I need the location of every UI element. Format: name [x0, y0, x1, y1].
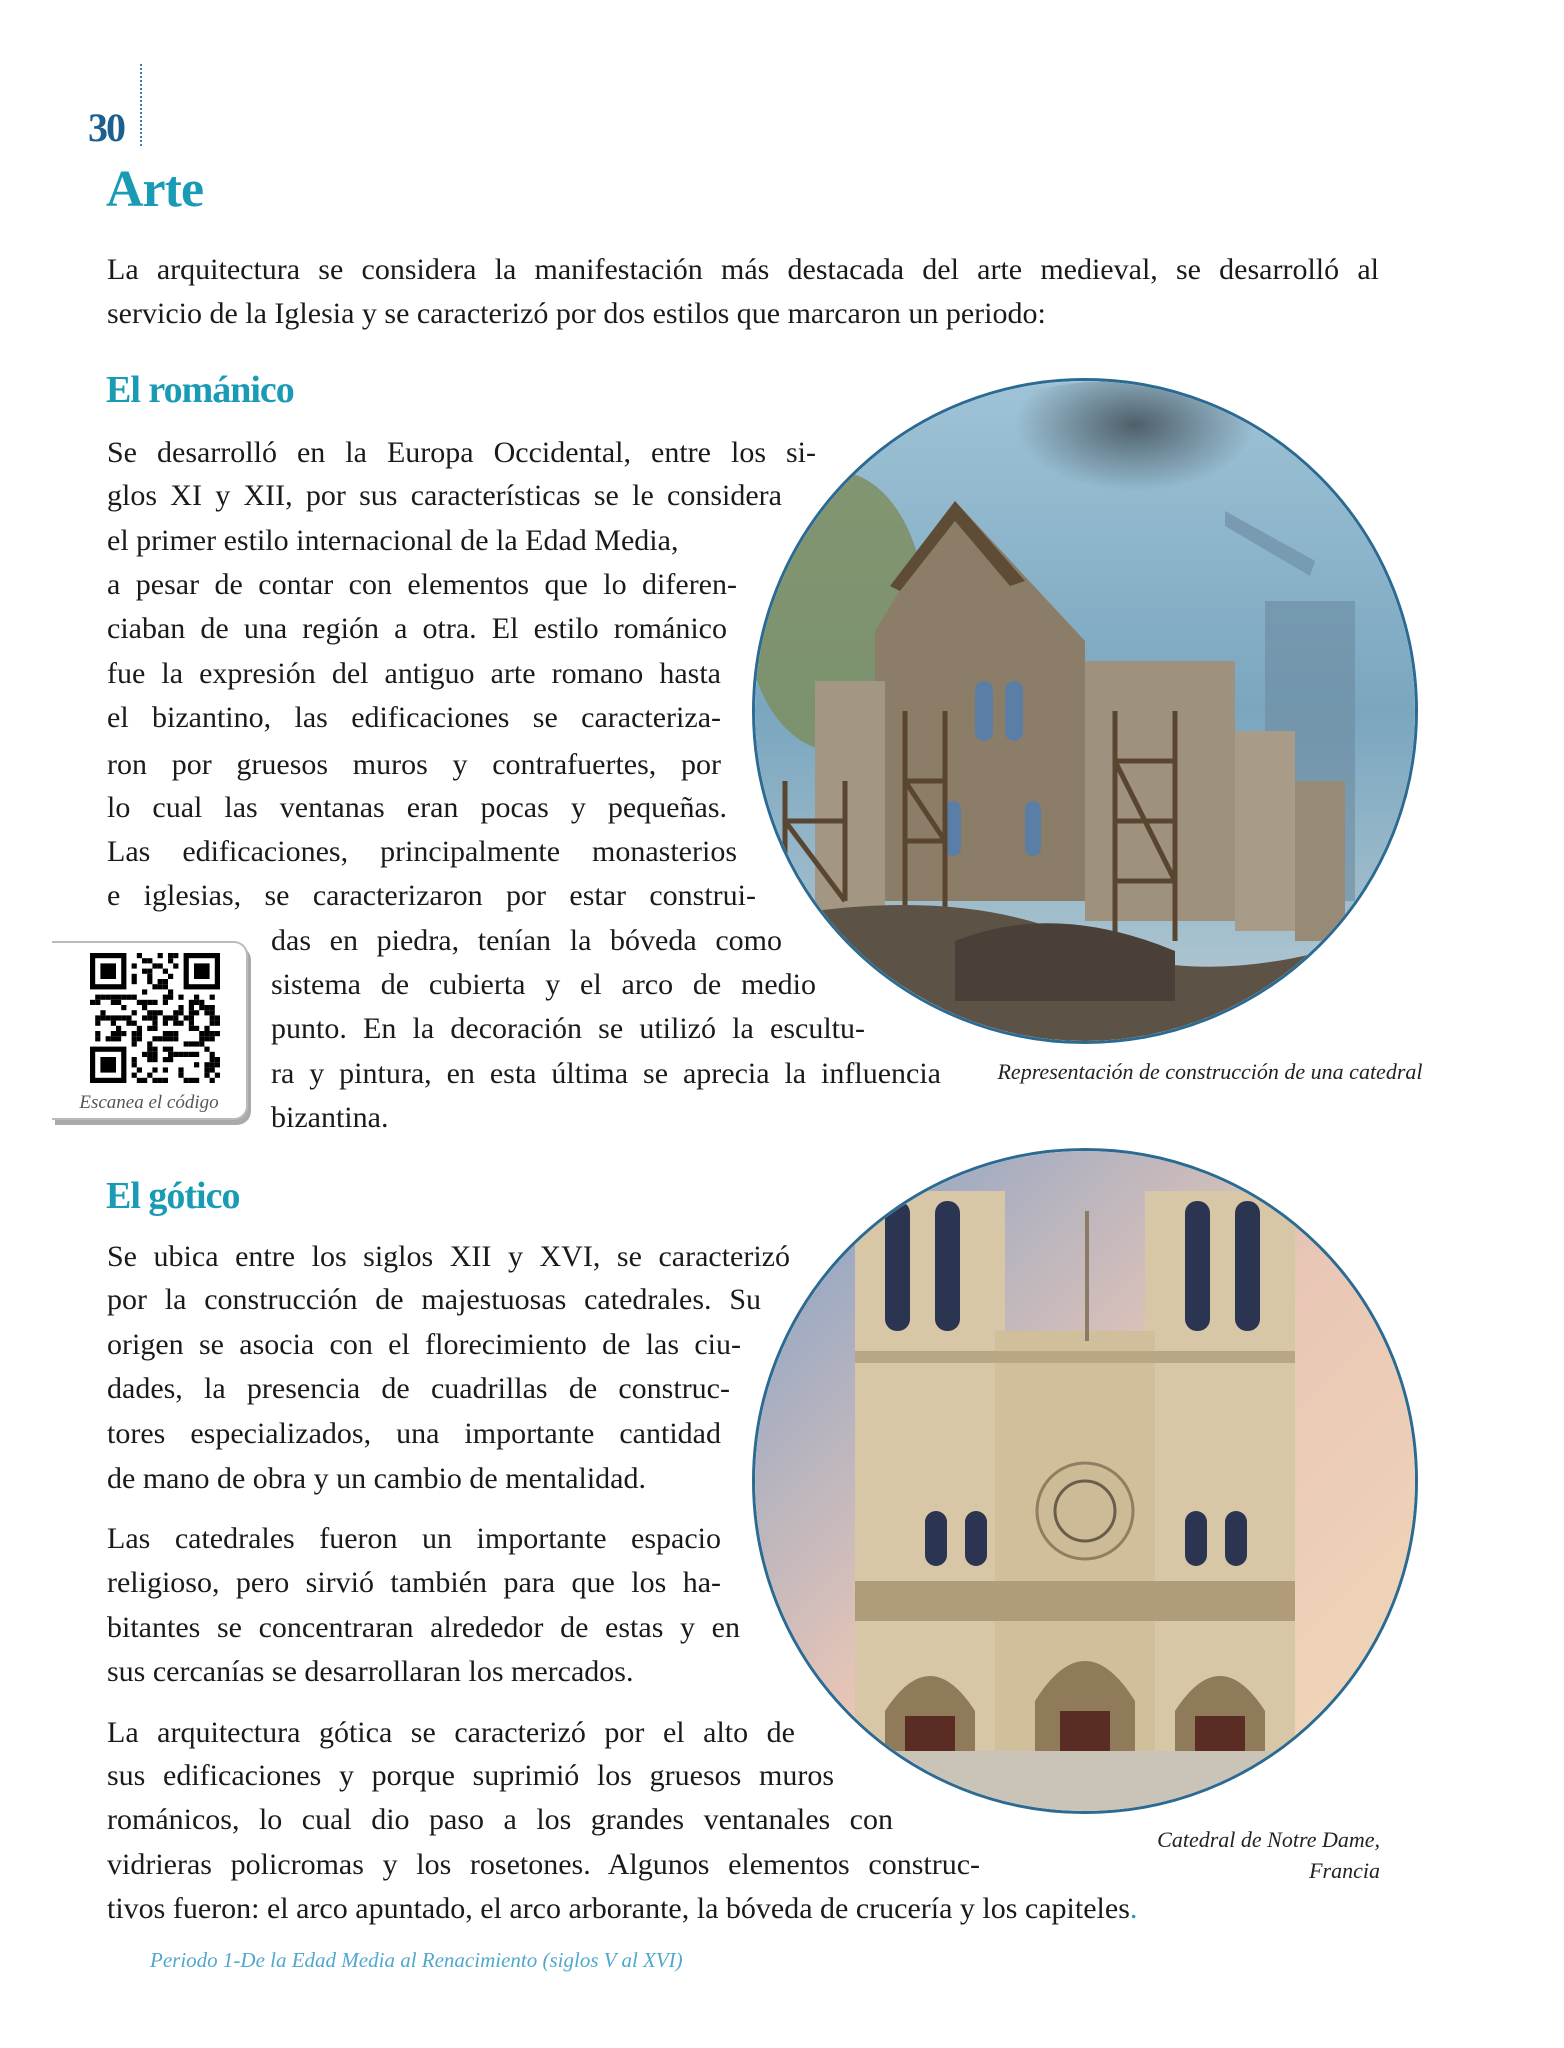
text-line: Se desarrolló en la Europa Occidental, entre los si- [107, 436, 816, 469]
text-line: Se ubica entre los siglos XII y XVI, se caracterizó [107, 1240, 790, 1273]
text-line: punto. En la decoración se utilizó la escultu- [271, 1012, 865, 1045]
text-line: ciaban de una región a otra. El estilo románico [107, 612, 727, 645]
text-line: ron por gruesos muros y contrafuertes, por [107, 748, 721, 781]
qr-code-icon [90, 953, 220, 1083]
image-caption: Representación de construcción de una catedral [997, 1059, 1423, 1084]
text-line-content: tivos fueron: el arco apuntado, el arco arborante, la bóveda de crucería y los capiteles [107, 1892, 1130, 1925]
text-line: bitantes se concentraran alrededor de estas y en [107, 1611, 740, 1644]
page-number: 30 [88, 105, 124, 150]
text-line: vidrieras policromas y los rosetones. Algunos elementos construc- [107, 1848, 980, 1881]
page-title: Arte [106, 161, 204, 218]
text-line: el primer estilo internacional de la Edad Media, [107, 524, 679, 557]
text-line: das en piedra, tenían la bóveda como [271, 924, 782, 957]
text-line: bizantina. [271, 1101, 389, 1134]
qr-label: Escanea el código [79, 1092, 219, 1113]
text-line: románicos, lo cual dio paso a los grandes ventanales con [107, 1803, 893, 1836]
text-line: ra y pintura, en esta última se aprecia la influencia [271, 1057, 941, 1090]
section-heading-romanico: El románico [106, 369, 294, 411]
cathedral-construction-image [752, 378, 1418, 1044]
text-line [107, 1891, 1137, 1927]
text-line: origen se asocia con el florecimiento de las ciu- [107, 1328, 741, 1361]
section-heading-gotico: El gótico [106, 1175, 240, 1217]
text-line: glos XI y XII, por sus características se le considera [107, 479, 782, 512]
notre-dame-image [752, 1148, 1418, 1814]
text-line: Las edificaciones, principalmente monasterios [107, 835, 737, 868]
text-line: el bizantino, las edificaciones se caracteriza- [107, 701, 721, 734]
text-line: fue la expresión del antiguo arte romano hasta [107, 657, 721, 690]
footer-period-title: Periodo 1-De la Edad Media al Renacimiento (siglos V al XVI) [150, 1948, 683, 1972]
text-line: a pesar de contar con elementos que lo diferen- [107, 568, 737, 601]
qr-code-box[interactable] [52, 941, 248, 1120]
end-punctuation: . [1129, 1892, 1138, 1925]
text-line: sistema de cubierta y el arco de medio [271, 968, 816, 1001]
text-line: por la construcción de majestuosas catedrales. Su [107, 1283, 761, 1316]
page-number-divider [140, 64, 142, 146]
text-line: lo cual las ventanas eran pocas y pequeñas. [107, 791, 727, 824]
image-caption-line: Francia [1309, 1858, 1380, 1883]
text-line: de mano de obra y un cambio de mentalidad. [107, 1462, 646, 1495]
text-line: La arquitectura gótica se caracterizó por el alto de [107, 1716, 795, 1749]
text-line: Las catedrales fueron un importante espacio [107, 1522, 721, 1555]
image-caption-line: Catedral de Notre Dame, [1157, 1827, 1380, 1852]
text-line: servicio de la Iglesia y se caracterizó por dos estilos que marcaron un periodo: [107, 297, 1046, 330]
text-line: sus edificaciones y porque suprimió los gruesos muros [107, 1759, 834, 1792]
text-line: La arquitectura se considera la manifestación más destacada del arte medieval, se desarrolló al [107, 253, 1379, 286]
text-line: e iglesias, se caracterizaron por estar construi- [107, 879, 756, 912]
text-line: dades, la presencia de cuadrillas de construc- [107, 1372, 730, 1405]
text-line: tores especializados, una importante cantidad [107, 1417, 721, 1450]
text-line: religioso, pero sirvió también para que los ha- [107, 1566, 721, 1599]
text-line: sus cercanías se desarrollaran los mercados. [107, 1655, 634, 1688]
